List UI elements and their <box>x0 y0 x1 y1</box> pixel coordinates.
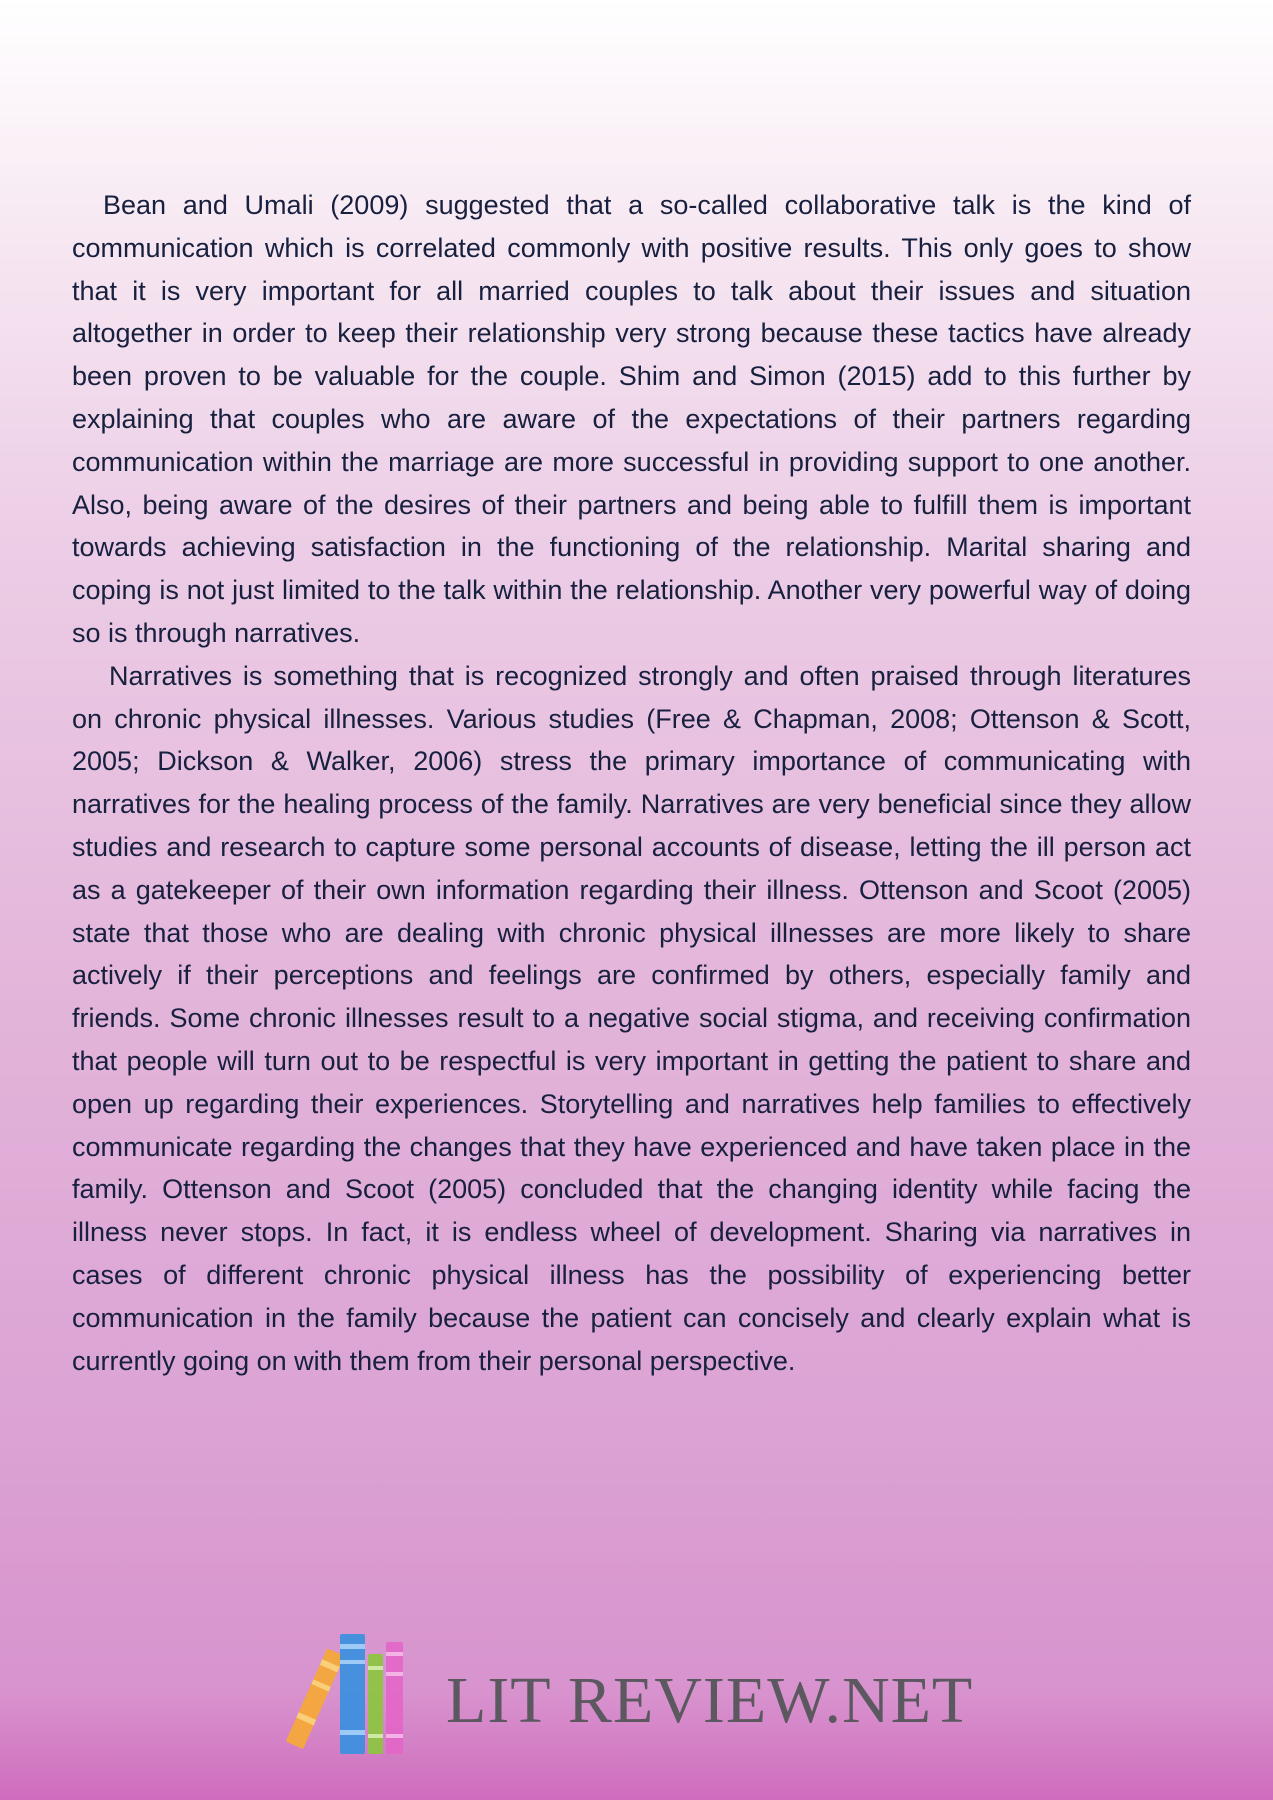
paragraph-2: Narratives is something that is recognized strongly and often praised through literatures on chronic physical illnesses. Various studies (Free & Chapman, 2008; Ottenson & Scott, 2005; Dickson & Walker, 2006) stress the primary importance of communicating with narratives for the healing process of the family. Narratives are very beneficial since they allow studies and research to capture some personal accounts of disease, letting the ill person act as a gatekeeper of their own information regarding their illness. Ottenson and Scoot (2005) state that those who are dealing with chronic physical illnesses are more likely to share actively if their perceptions and feelings are confirmed by others, especially family and friends. Some chronic illnesses result to a negative social stigma, and receiving confirmation that people will turn out to be respectful is very important in getting the patient to share and open up regarding their experiences. Storytelling and narratives help families to effectively communicate regarding the changes that they have experienced and have taken place in the family. Ottenson and Scoot (2005) concluded that the changing identity while facing the illness never stops. In fact, it is endless wheel of development. Sharing via narratives in cases of different chronic physical illness has the possibility of experiencing better communication in the family because the patient can concisely and clearly explain what is currently going on with them from their personal perspective. <box>72 660 1191 1376</box>
paragraph-1: Bean and Umali (2009) suggested that a so-called collaborative talk is the kind of communication which is correlated commonly with positive results. This only goes to show that it is very important for all married couples to talk about their issues and situation altogether in order to keep their relationship very strong because these tactics have already been proven to be valuable for the couple. Shim and Simon (2015) add to this further by explaining that couples who are aware of the expectations of their partners regarding communication within the marriage are more successful in providing support to one another. Also, being aware of the desires of their partners and being able to fulfill them is important towards achieving satisfaction in the functioning of the relationship. Marital sharing and coping is not just limited to the talk within the relationship. Another very powerful way of doing so is through narratives. <box>72 190 1191 648</box>
books-icon <box>270 1630 420 1760</box>
body-text <box>72 184 1191 1382</box>
logo-text: LIT REVIEW.NET <box>446 1664 974 1737</box>
site-logo[interactable] <box>270 1630 974 1760</box>
